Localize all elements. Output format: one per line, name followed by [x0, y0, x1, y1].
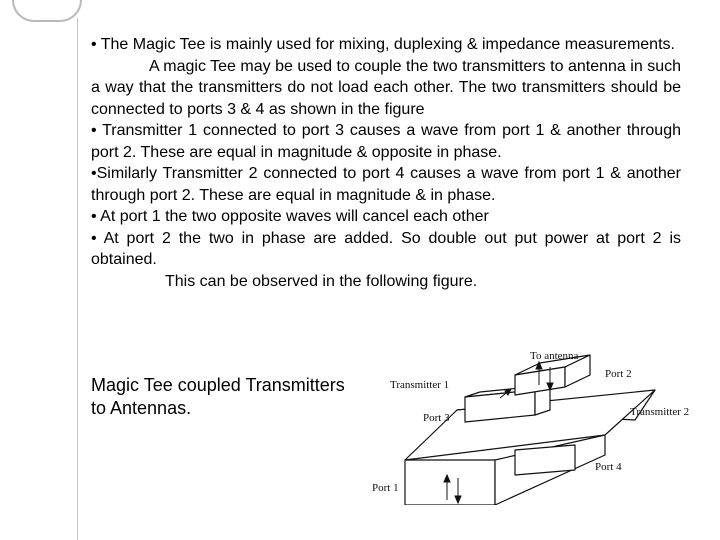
bullet-line: •Similarly Transmitter 2 connected to port 4 causes a wave from port 1 & another through port 2. These are equal in magnitude & in phase. — [91, 165, 681, 204]
label-port1: Port 1 — [372, 482, 399, 494]
magic-tee-diagram — [365, 345, 715, 505]
decorative-ring — [12, 0, 82, 22]
bullet-line: • Transmitter 1 connected to port 3 causes a wave from port 1 & another through port 2. These are equal in magnitude & opposite in phase. — [91, 122, 681, 161]
bullet-line: • The Magic Tee is mainly used for mixing, duplexing & impedance measurements. — [91, 36, 675, 53]
label-port3: Port 3 — [423, 412, 450, 424]
bullet-line: • At port 1 the two opposite waves will cancel each other — [91, 208, 489, 225]
label-transmitter2: Transmitter 2 — [630, 406, 690, 418]
left-divider — [77, 18, 78, 540]
label-transmitter1: Transmitter 1 — [390, 379, 450, 391]
figure-caption: Magic Tee coupled Transmitters to Antennas. — [91, 375, 345, 418]
label-port2: Port 2 — [605, 368, 632, 380]
label-to-antenna: To antenna — [530, 350, 579, 362]
bullet-line: A magic Tee may be used to couple the two transmitters to antenna in such a way that the transmitters do not load each other. The two transmitters should be connected to ports 3 & 4 as shown in the figure — [91, 57, 681, 118]
body-text — [91, 34, 681, 292]
bullet-line: This can be observed in the following figure. — [165, 272, 478, 290]
bullet-line: • At port 2 the two in phase are added. So double out put power at port 2 is obtained. — [91, 229, 681, 268]
label-port4: Port 4 — [595, 461, 622, 473]
